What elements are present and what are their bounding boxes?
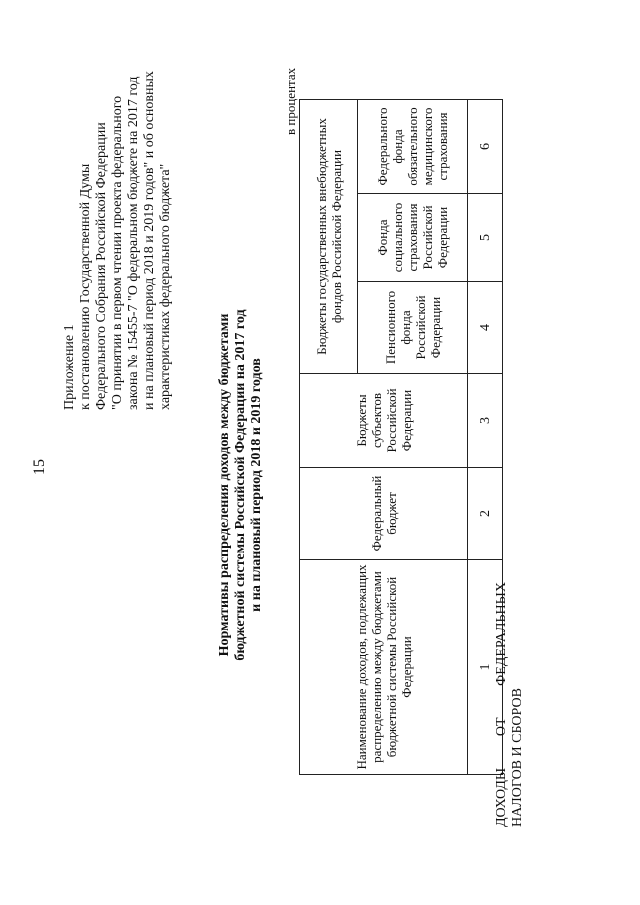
title-line: Нормативы распределения доходов между бюджетами [217,313,232,657]
title-line: бюджетной системы Российской Федерации на 2017 год [233,309,248,661]
appendix-line: к постановлению Государственной Думы [78,163,93,410]
heading-line: НАЛОГОВ И СБОРОВ [510,688,525,827]
document-title [217,215,265,755]
page-number: 15 [31,459,48,475]
column-number: 1 [468,560,503,775]
column-number: 4 [468,282,503,374]
header-pension-fund: Пенсионного фонда Российской Федерации [358,282,468,374]
column-number: 2 [468,468,503,560]
income-section-heading [494,582,526,827]
appendix-line: Приложение 1 [62,324,77,410]
column-number: 5 [468,194,503,282]
appendix-line: "О принятии в первом чтении проекта федерального [110,95,125,410]
appendix-line: закона № 15455-7 "О федеральном бюджете на 2017 год [126,76,141,410]
revenue-distribution-table [299,99,503,775]
header-federal-budget: Федеральный бюджет [300,468,468,560]
units-label: в процентах [283,67,298,135]
header-income-name: Наименование доходов, подлежащих распределению между бюджетами бюджетной системы Российской Федерации [300,560,468,775]
header-extrabudgetary-funds: Бюджеты государственных внебюджетных фондов Российской Федерации [300,100,358,374]
appendix-line: Федерального Собрания Российской Федерации [94,122,109,410]
appendix-header [62,40,174,410]
heading-word: ОТ [494,717,509,737]
title-line: и на плановый период 2018 и 2019 годов [249,358,264,612]
heading-word: ФЕДЕРАЛЬНЫХ [494,582,509,686]
appendix-line: и на плановый период 2018 и 2019 годов" и об основных [142,71,157,410]
heading-word: ДОХОДЫ [494,767,509,827]
column-number: 6 [468,100,503,194]
header-medical-insurance-fund: Федерального фонда обязательного медицинского страхования [358,100,468,194]
column-number: 3 [468,374,503,468]
appendix-line: характеристиках федерального бюджета" [158,163,173,410]
header-subject-budgets: Бюджеты субъектов Российской Федерации [300,374,468,468]
header-social-insurance-fund: Фонда социального страхования Российской Федерации [358,194,468,282]
